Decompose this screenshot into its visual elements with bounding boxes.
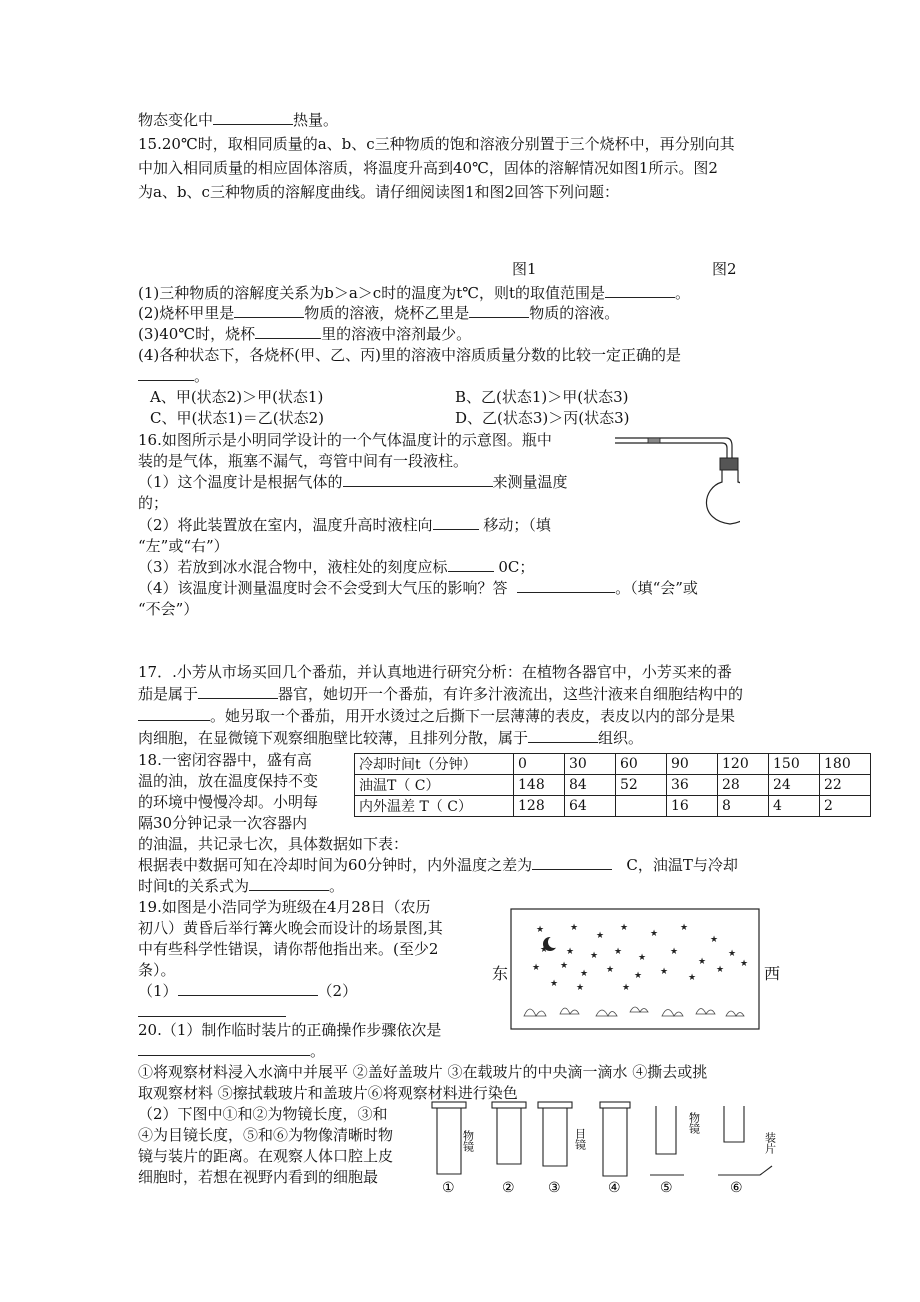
q15-part2 bbox=[138, 303, 619, 323]
objective-5 bbox=[656, 1106, 676, 1154]
q16-part3 bbox=[138, 557, 534, 577]
table-cell: 64 bbox=[565, 796, 616, 817]
q18-line3: 的环境中慢慢冷却。小明每 bbox=[138, 793, 319, 811]
label-objective: 物镜 bbox=[461, 1130, 475, 1152]
figure2-caption: 图2 bbox=[712, 260, 737, 278]
q14-tail-line bbox=[138, 110, 338, 130]
eyepiece-3-cap bbox=[538, 1102, 572, 1108]
star-icon: ★ bbox=[670, 947, 679, 957]
q15-part4: (4)各种状态下，各烧杯(甲、乙、丙)里的溶液中溶质质量分数的比较一定正确的是 bbox=[138, 346, 681, 364]
q18-line7 bbox=[138, 876, 344, 896]
q18-line2: 温的油，放在温度保持不变 bbox=[138, 772, 319, 790]
star-icon: ★ bbox=[740, 959, 749, 969]
q15-part2-b: 物质的溶液，烧杯乙里是 bbox=[304, 304, 470, 322]
q15-line3: 为a、b、c三种物质的溶解度曲线。请仔细阅读图1和图2回答下列问题： bbox=[138, 183, 620, 201]
q16-part1-blank[interactable] bbox=[343, 472, 493, 487]
q16-part4-blank[interactable] bbox=[517, 578, 615, 593]
table-cell: 4 bbox=[769, 796, 820, 817]
star-icon: ★ bbox=[576, 983, 585, 993]
star-icon: ★ bbox=[622, 983, 631, 993]
q19-line6 bbox=[138, 1002, 286, 1022]
q16-part3-a: （3）若放到冰水混合物中，液柱处的刻度应标 bbox=[138, 558, 448, 576]
q20-line7: 镜与装片的距离。在观察人体口腔上皮 bbox=[138, 1147, 394, 1165]
q20-line8: 细胞时，若想在视野内看到的细胞最 bbox=[138, 1168, 379, 1186]
table-row bbox=[355, 754, 871, 775]
liquid-column bbox=[648, 438, 660, 443]
star-icon: ★ bbox=[638, 953, 647, 963]
q16-part1-b: 来测量温度 bbox=[492, 473, 568, 491]
q17-line3 bbox=[138, 706, 735, 726]
q14-suffix: 热量。 bbox=[293, 111, 339, 129]
table-cell: 180 bbox=[820, 754, 871, 775]
gas-thermometer-diagram bbox=[610, 430, 740, 530]
q17-blank2[interactable] bbox=[138, 706, 210, 721]
q15-line1: 15.20℃时，取相同质量的a、b、c三种物质的饱和溶液分别置于三个烧杯中，再分别向其 bbox=[138, 135, 735, 153]
table-cell: 36 bbox=[667, 775, 718, 796]
number-3: ③ bbox=[548, 1180, 561, 1196]
q15-part3 bbox=[138, 324, 471, 344]
star-icon: ★ bbox=[660, 967, 669, 977]
q17-line4-a: 肉细胞，在显微镜下观察细胞壁比较薄，且排列分散，属于 bbox=[138, 729, 529, 747]
q20-line4: 取观察材料 ⑤擦拭载玻片和盖玻片⑥将观察材料进行染色 bbox=[138, 1084, 518, 1102]
q15-part2-blank1[interactable] bbox=[234, 303, 304, 318]
table-cell: 8 bbox=[718, 796, 769, 817]
star-icon: ★ bbox=[728, 949, 737, 959]
star-icon: ★ bbox=[620, 923, 629, 933]
q17-line2-a: 茄是属于 bbox=[138, 685, 199, 703]
q17-line4 bbox=[138, 728, 643, 748]
q20-line2 bbox=[138, 1041, 325, 1061]
q20-line5: （2）下图中①和②为物镜长度，③和 bbox=[138, 1105, 388, 1123]
q18-line7-a: 时间t的关系式为 bbox=[138, 877, 250, 895]
cooling-data-table bbox=[354, 753, 871, 817]
q15-part4-blank[interactable] bbox=[138, 366, 194, 381]
star-icon: ★ bbox=[606, 965, 615, 975]
q15-part3-blank[interactable] bbox=[255, 324, 321, 339]
q15-part2-blank2[interactable] bbox=[469, 303, 529, 318]
table-cell: 128 bbox=[514, 796, 565, 817]
east-label: 东 bbox=[492, 964, 509, 983]
q15-option-d[interactable]: D、乙(状态3)＞丙(状态3) bbox=[455, 409, 630, 427]
table-cell: 84 bbox=[565, 775, 616, 796]
q15-part2-a: (2)烧杯甲里是 bbox=[138, 304, 235, 322]
objective-6 bbox=[724, 1106, 744, 1142]
q16-part4-b: 。（填“会”或 bbox=[615, 579, 698, 597]
q15-option-b[interactable]: B、乙(状态1)＞甲(状态3) bbox=[455, 388, 629, 406]
q19-blank2[interactable] bbox=[138, 1002, 286, 1017]
label-slide: 装片 bbox=[763, 1132, 777, 1154]
table-cell: 22 bbox=[820, 775, 871, 796]
star-icon: ★ bbox=[550, 979, 559, 989]
q18-blank1[interactable] bbox=[532, 855, 612, 870]
q19-label1: （1） bbox=[138, 982, 178, 1000]
table-cell bbox=[616, 796, 667, 817]
q16-part4-a: （4）该温度计测量温度时会不会受到大气压的影响？答 bbox=[138, 579, 508, 597]
table-row bbox=[355, 796, 871, 817]
q15-part3-a: (3)40℃时，烧杯 bbox=[138, 325, 256, 343]
q16-part2-b: 移动；（填 bbox=[483, 516, 551, 534]
q15-part4-end: 。 bbox=[194, 367, 210, 385]
table-cell: 24 bbox=[769, 775, 820, 796]
table-row-header: 冷却时间t（分钟） bbox=[355, 754, 514, 775]
west-label: 西 bbox=[764, 964, 781, 983]
table-cell: 30 bbox=[565, 754, 616, 775]
star-icon: ★ bbox=[540, 945, 549, 955]
table-cell: 2 bbox=[820, 796, 871, 817]
q18-blank2[interactable] bbox=[249, 876, 329, 891]
table-cell: 16 bbox=[667, 796, 718, 817]
q15-line2: 中加入相同质量的相应固体溶质，将温度升高到40℃，固体的溶解情况如图1所示。图2 bbox=[138, 159, 718, 177]
q19-line2: 初八）黄昏后举行篝火晚会而设计的场景图,其 bbox=[138, 919, 443, 937]
star-icon: ★ bbox=[596, 931, 605, 941]
q15-part1-blank[interactable] bbox=[605, 283, 675, 298]
q16-part1 bbox=[138, 472, 568, 492]
star-icon: ★ bbox=[716, 965, 725, 975]
objective-2-cap bbox=[492, 1102, 526, 1108]
star-icon: ★ bbox=[566, 947, 575, 957]
q19-line3: 中有些科学性错误，请你帮他指出来。(至少2 bbox=[138, 940, 439, 958]
bonfire-scene bbox=[510, 908, 760, 1030]
table-cell: 28 bbox=[718, 775, 769, 796]
number-1: ① bbox=[442, 1180, 455, 1196]
table-cell: 120 bbox=[718, 754, 769, 775]
table-row-header: 油温T（ C） bbox=[355, 775, 514, 796]
q17-line1: 17．.小芳从市场买回几个番茄，并认真地进行研究分析：在植物各器官中，小芳买来的番 bbox=[138, 663, 732, 681]
q20-line3: ①将观察材料浸入水滴中并展平 ②盖好盖玻片 ③在载玻片的中央滴一滴水 ④撕去或挑 bbox=[138, 1063, 708, 1081]
q20-blank1[interactable] bbox=[138, 1041, 310, 1056]
q19-line5 bbox=[138, 981, 357, 1001]
q18-line6 bbox=[138, 855, 738, 875]
q16-part1-a: （1）这个温度计是根据气体的 bbox=[138, 473, 343, 491]
star-icon: ★ bbox=[710, 935, 719, 945]
q18-line4: 隔30分钟记录一次容器内 bbox=[138, 814, 308, 832]
q19-label2: （2） bbox=[317, 982, 358, 1000]
stopper bbox=[720, 458, 738, 470]
q16-part3-blank[interactable] bbox=[448, 557, 494, 572]
q18-line7-b: 。 bbox=[329, 877, 345, 895]
star-icon: ★ bbox=[634, 971, 643, 981]
table-cell: 148 bbox=[514, 775, 565, 796]
q20-line1: 20.（1）制作临时装片的正确操作步骤依次是 bbox=[138, 1021, 442, 1039]
star-icon: ★ bbox=[680, 923, 689, 933]
star-icon: ★ bbox=[580, 969, 589, 979]
q16-part2-blank[interactable] bbox=[433, 515, 479, 530]
q15-part4-answer bbox=[138, 366, 209, 386]
q16-part1-end: 的； bbox=[138, 494, 169, 512]
q19-line4: 条）。 bbox=[138, 961, 176, 979]
q16-part2-end: “左”或“右”） bbox=[138, 537, 229, 555]
objective-1-cap bbox=[432, 1102, 466, 1108]
q17-line3-text: 。她另取一个番茄，用开水烫过之后撕下一层薄薄的表皮，表皮以内的部分是果 bbox=[210, 707, 736, 725]
q15-part1 bbox=[138, 283, 690, 303]
star-icon: ★ bbox=[532, 963, 541, 973]
number-5: ⑤ bbox=[660, 1180, 673, 1196]
q16-line1: 16.如图所示是小明同学设计的一个气体温度计的示意图。瓶中 bbox=[138, 431, 552, 449]
q17-line2 bbox=[138, 684, 743, 704]
q17-line4-b: 组织。 bbox=[598, 729, 644, 747]
q15-option-c[interactable]: C、甲(状态1)＝乙(状态2) bbox=[150, 409, 324, 427]
table-cell: 60 bbox=[616, 754, 667, 775]
lens-diagram bbox=[430, 1100, 790, 1196]
q16-part2-a: （2）将此装置放在室内，温度升高时液柱向 bbox=[138, 516, 433, 534]
table-cell: 90 bbox=[667, 754, 718, 775]
q15-part1-end: 。 bbox=[675, 284, 691, 302]
q18-line1: 18.一密闭容器中，盛有高 bbox=[138, 751, 312, 769]
table-cell: 52 bbox=[616, 775, 667, 796]
star-icon: ★ bbox=[650, 929, 659, 939]
table-cell: 150 bbox=[769, 754, 820, 775]
q15-part3-b: 里的溶液中溶剂最少。 bbox=[321, 325, 472, 343]
q15-part2-c: 物质的溶液。 bbox=[529, 304, 620, 322]
q16-part2 bbox=[138, 515, 551, 535]
q17-blank3[interactable] bbox=[528, 728, 598, 743]
q19-blank1[interactable] bbox=[178, 981, 318, 996]
label-objective-2: 物镜 bbox=[687, 1112, 701, 1134]
q17-blank1[interactable] bbox=[198, 684, 278, 699]
star-icon: ★ bbox=[570, 923, 579, 933]
q19-line1: 19.如图是小浩同学为班级在4月28日（农历 bbox=[138, 898, 431, 916]
q14-blank[interactable] bbox=[213, 110, 293, 125]
q18-line6-a: 根据表中数据可知在冷却时间为60分钟时，内外温度之差为 bbox=[138, 856, 533, 874]
q15-option-a[interactable]: A、甲(状态2)＞甲(状态1) bbox=[150, 388, 324, 406]
q20-line2-end: 。 bbox=[310, 1042, 326, 1060]
q17-line2-b: 器官，她切开一个番茄，有许多汁液流出，这些汁液来自细胞结构中的 bbox=[278, 685, 744, 703]
star-icon: ★ bbox=[590, 951, 599, 961]
star-icon: ★ bbox=[536, 925, 545, 935]
table-cell: 0 bbox=[514, 754, 565, 775]
figure1-caption: 图1 bbox=[512, 260, 537, 278]
eyepiece-4-cap bbox=[600, 1102, 630, 1108]
q16-part4-end: “不会”） bbox=[138, 600, 199, 618]
q15-part1-text: (1)三种物质的溶解度关系为b＞a＞c时的温度为t℃，则t的取值范围是 bbox=[138, 284, 606, 302]
q14-text: 物态变化中 bbox=[138, 111, 214, 129]
number-2: ② bbox=[502, 1180, 515, 1196]
star-icon: ★ bbox=[614, 947, 623, 957]
star-icon: ★ bbox=[698, 957, 707, 967]
flask bbox=[706, 470, 740, 524]
q16-line2: 装的是气体，瓶塞不漏气，弯管中间有一段液柱。 bbox=[138, 452, 469, 470]
table-row bbox=[355, 775, 871, 796]
number-4: ④ bbox=[608, 1180, 621, 1196]
star-icon: ★ bbox=[560, 961, 569, 971]
q20-line6: ④为目镜长度，⑤和⑥为物像清晰时物 bbox=[138, 1126, 394, 1144]
q16-part4 bbox=[138, 578, 698, 598]
table-row-header: 内外温差 T（ C） bbox=[355, 796, 514, 817]
q16-part3-b: 0C； bbox=[498, 558, 535, 576]
q18-line6-b: C，油温T与冷却 bbox=[626, 856, 738, 874]
q18-line5: 的油温，共记录七次，具体数据如下表： bbox=[138, 835, 409, 853]
label-eyepiece: 目镜 bbox=[573, 1128, 587, 1150]
number-6: ⑥ bbox=[730, 1180, 743, 1196]
star-icon: ★ bbox=[688, 973, 697, 983]
